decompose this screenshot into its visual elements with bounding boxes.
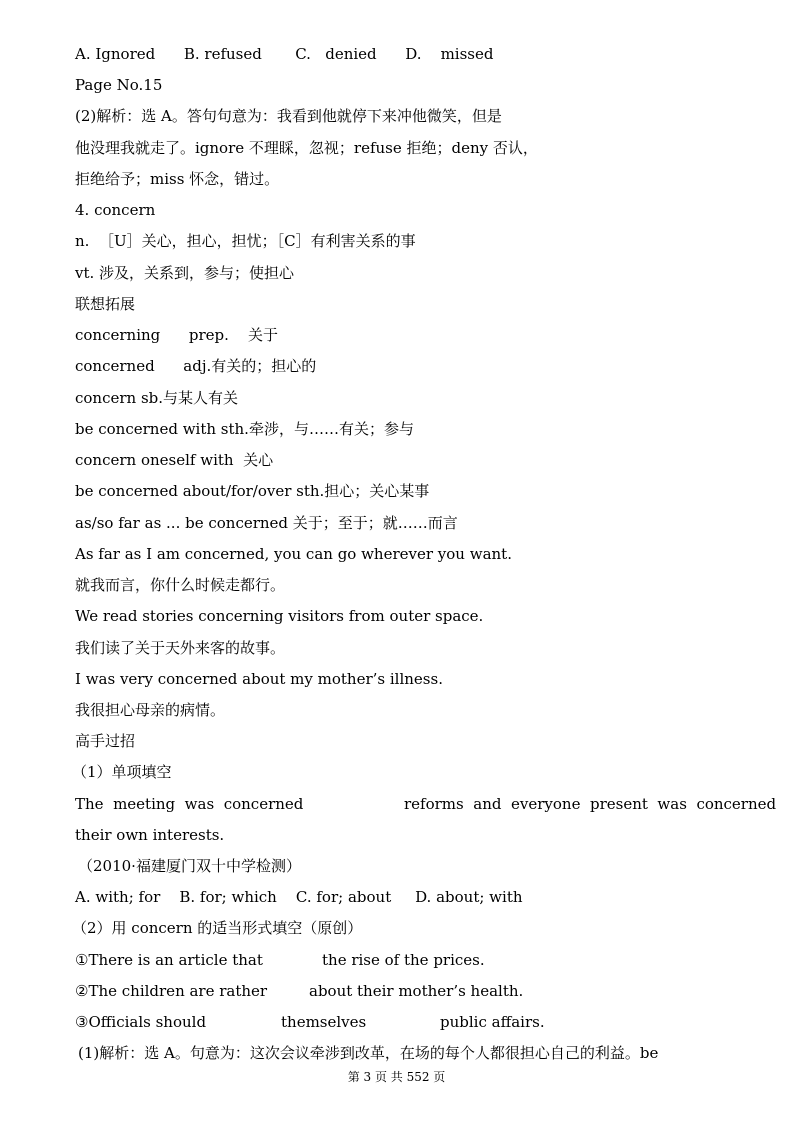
text-line-noun-def: n. ［U］关心，担心，担忧；［C］有利害关系的事 bbox=[75, 232, 416, 250]
fill-item-3-part-a: ③Officials should bbox=[75, 1013, 207, 1031]
question-text-part-2: reforms and everyone present was concerned bbox=[404, 795, 777, 813]
fill-item-3-part-b: themselves bbox=[281, 1013, 367, 1031]
text-line-example-3-en: I was very concerned about my mother’s illness. bbox=[75, 670, 443, 688]
text-line-analysis-2: 他没理我就走了。ignore 不理睬，忽视；refuse 拒绝；deny 否认， bbox=[75, 139, 538, 157]
page-footer: 第 3 页 共 552 页 bbox=[347, 1070, 446, 1084]
question-source: （2010·福建厦门双十中学检测） bbox=[78, 857, 301, 875]
text-line-example-1-zh: 就我而言，你什么时候走都行。 bbox=[75, 576, 286, 594]
text-line-concerned: concerned adj.有关的；担心的 bbox=[75, 357, 317, 375]
text-line-example-2-zh: 我们读了关于天外来客的故事。 bbox=[75, 639, 286, 657]
fill-in-section-title: （2）用 concern 的适当形式填空（原创） bbox=[72, 919, 363, 937]
text-line-phrase-1: concern sb.与某人有关 bbox=[75, 389, 239, 407]
text-line-single-choice-title: （1）单项填空 bbox=[72, 763, 172, 781]
answer-analysis-line: (1)解析：选 A。句意为：这次会议牵涉到改革，在场的每个人都很担心自己的利益。be bbox=[78, 1044, 659, 1062]
text-line-options-previous: A. Ignored B. refused C. denied D. missed bbox=[75, 45, 494, 63]
text-line-section-title: 联想拓展 bbox=[75, 295, 136, 313]
text-line-phrase-5: as/so far as ... be concerned 关于；至于；就……而言 bbox=[75, 514, 458, 532]
text-line-concerning: concerning prep. 关于 bbox=[75, 326, 278, 344]
question-text-part-1: The meeting was concerned bbox=[75, 795, 304, 813]
fill-item-2-part-b: about their mother’s health. bbox=[309, 982, 524, 1000]
text-line-analysis-1: (2)解析：选 A。答句句意为：我看到他就停下来冲他微笑，但是 bbox=[75, 107, 502, 125]
text-line-example-3-zh: 我很担心母亲的病情。 bbox=[75, 701, 226, 719]
fill-item-3-part-c: public affairs. bbox=[440, 1013, 545, 1031]
text-line-analysis-3: 拒绝给予；miss 怀念，错过。 bbox=[75, 170, 280, 188]
question-text-line-2: their own interests. bbox=[75, 826, 225, 844]
text-line-practice-title: 高手过招 bbox=[75, 732, 136, 750]
text-line-phrase-3: concern oneself with 关心 bbox=[75, 451, 274, 469]
text-line-example-1-en: As far as I am concerned, you can go wherever you want. bbox=[75, 545, 512, 563]
text-line-phrase-2: be concerned with sth.牵涉，与……有关；参与 bbox=[75, 420, 414, 438]
text-line-phrase-4: be concerned about/for/over sth.担心；关心某事 bbox=[75, 482, 430, 500]
text-line-heading-concern: 4. concern bbox=[75, 201, 156, 219]
text-line-example-2-en: We read stories concerning visitors from outer space. bbox=[75, 607, 484, 625]
fill-item-1-part-a: ①There is an article that bbox=[75, 951, 263, 969]
text-line-verb-def: vt. 涉及，关系到，参与；使担心 bbox=[75, 264, 295, 282]
fill-item-1-part-b: the rise of the prices. bbox=[322, 951, 485, 969]
fill-item-2-part-a: ②The children are rather bbox=[75, 982, 268, 1000]
question-options: A. with; for B. for; which C. for; about D. about; with bbox=[75, 888, 523, 906]
text-line-page-no: Page No.15 bbox=[75, 76, 163, 94]
